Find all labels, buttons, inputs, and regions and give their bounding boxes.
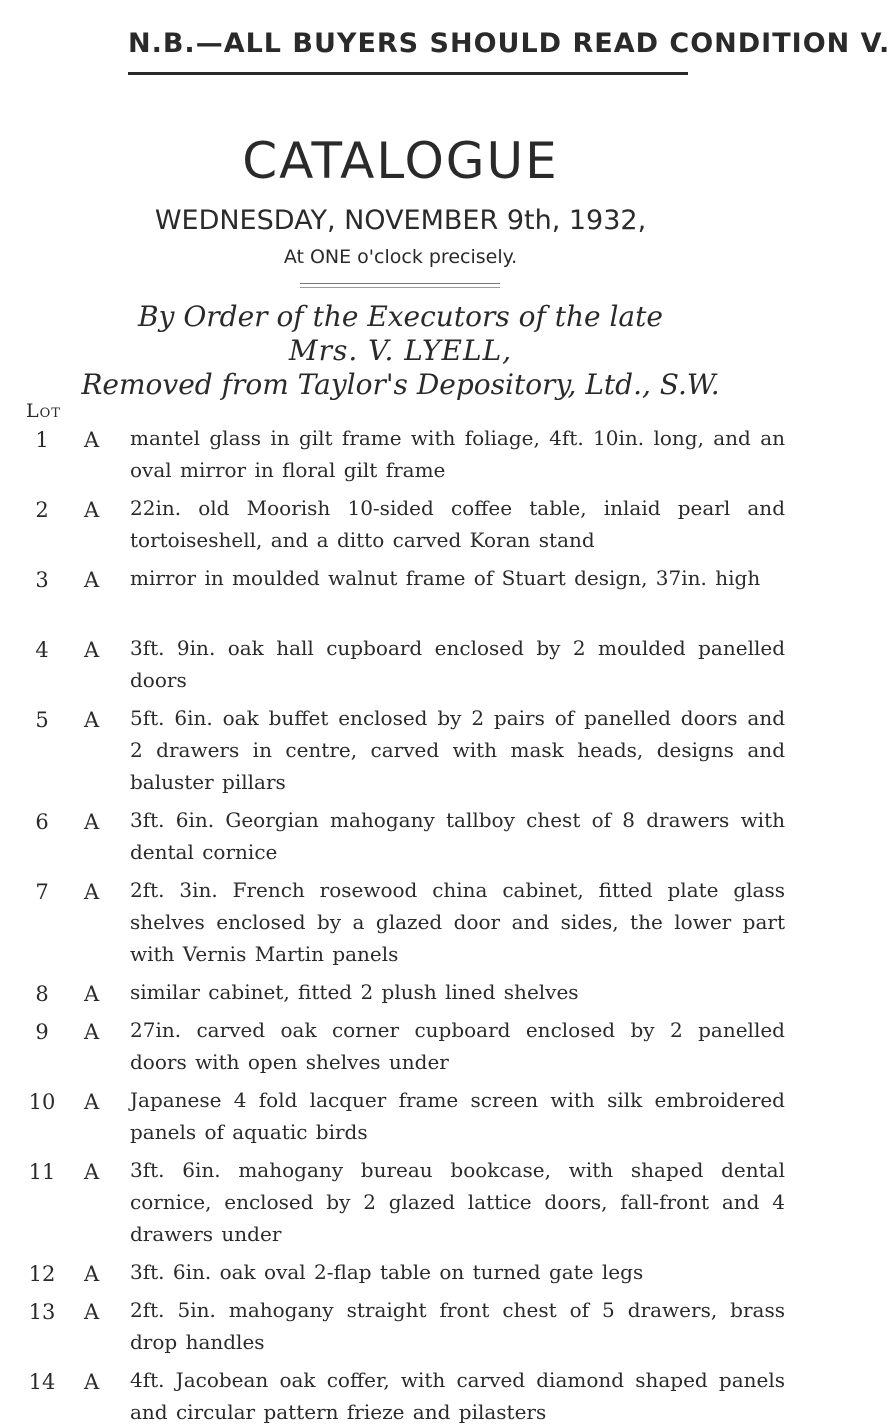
lot-column-header: Lot xyxy=(26,400,61,422)
lot-article: A xyxy=(84,498,100,522)
order-line-executors: By Order of the Executors of the late xyxy=(138,300,663,333)
lot-article: A xyxy=(84,1020,100,1044)
lot-number: 2 xyxy=(35,498,49,522)
lot-description: 27in. carved oak corner cupboard enclosed by 2 panelled doors with open shelves under xyxy=(130,1018,785,1074)
lot-description: 3ft. 6in. Georgian mahogany tallboy chest of 8 drawers with dental cornice xyxy=(130,808,785,864)
lot-article: A xyxy=(84,708,100,732)
lot-number: 6 xyxy=(35,810,49,834)
lot-article: A xyxy=(84,428,100,452)
sale-time: At ONE o'clock precisely. xyxy=(283,246,518,268)
sale-date: WEDNESDAY, NOVEMBER 9th, 1932, xyxy=(154,205,647,236)
lot-article: A xyxy=(84,638,100,662)
lot-number: 7 xyxy=(35,880,49,904)
lot-description: mantel glass in gilt frame with foliage, 4ft. 10in. long, and an oval mirror in floral gilt frame xyxy=(130,426,785,482)
order-line-name: Mrs. V. LYELL, xyxy=(288,334,513,367)
lot-description: similar cabinet, fitted 2 plush lined shelves xyxy=(130,980,579,1004)
divider-rule xyxy=(300,283,500,284)
lot-description: 3ft. 9in. oak hall cupboard enclosed by 2 moulded panelled doors xyxy=(130,636,785,692)
lot-number: 10 xyxy=(28,1090,56,1114)
lot-description: Japanese 4 fold lacquer frame screen with silk embroidered panels of aquatic birds xyxy=(130,1088,785,1144)
lot-description: 3ft. 6in. mahogany bureau bookcase, with shaped dental cornice, enclosed by 2 glazed lattice doors, fall-front and 4 drawers under xyxy=(130,1158,785,1246)
condition-notice: N.B.—ALL BUYERS SHOULD READ CONDITION V. xyxy=(128,28,890,59)
lot-number: 4 xyxy=(35,638,49,662)
lot-article: A xyxy=(84,568,100,592)
lot-article: A xyxy=(84,982,100,1006)
lot-article: A xyxy=(84,1262,100,1286)
notice-underline xyxy=(128,72,688,75)
lot-number: 1 xyxy=(35,428,49,452)
lot-description: 2ft. 3in. French rosewood china cabinet, fitted plate glass shelves enclosed by a glazed door and sides, the lower part with Vernis Martin panels xyxy=(130,878,785,966)
lot-number: 8 xyxy=(35,982,49,1006)
lot-number: 13 xyxy=(28,1300,56,1324)
lot-article: A xyxy=(84,1090,100,1114)
lot-number: 3 xyxy=(35,568,49,592)
lot-article: A xyxy=(84,880,100,904)
lot-article: A xyxy=(84,810,100,834)
lot-number: 5 xyxy=(35,708,49,732)
lot-article: A xyxy=(84,1300,100,1324)
lot-description: mirror in moulded walnut frame of Stuart design, 37in. high xyxy=(130,566,761,590)
lot-article: A xyxy=(84,1160,100,1184)
lot-number: 12 xyxy=(28,1262,56,1286)
lot-description: 4ft. Jacobean oak coffer, with carved diamond shaped panels and circular pattern frieze and pilasters xyxy=(130,1368,785,1424)
lot-description: 5ft. 6in. oak buffet enclosed by 2 pairs of panelled doors and 2 drawers in centre, carved with mask heads, designs and baluster pillars xyxy=(130,706,785,794)
lot-number: 14 xyxy=(28,1370,56,1394)
lot-number: 11 xyxy=(28,1160,56,1184)
lot-description: 3ft. 6in. oak oval 2-flap table on turned gate legs xyxy=(130,1260,644,1284)
lot-number: 9 xyxy=(35,1020,49,1044)
removed-from-line: Removed from Taylor's Depository, Ltd., S.W. xyxy=(81,368,720,401)
lot-article: A xyxy=(84,1370,100,1394)
catalogue-title: CATALOGUE xyxy=(242,132,559,190)
lot-description: 2ft. 5in. mahogany straight front chest of 5 drawers, brass drop handles xyxy=(130,1298,785,1354)
lot-description: 22in. old Moorish 10-sided coffee table, inlaid pearl and tortoiseshell, and a ditto carved Koran stand xyxy=(130,496,785,552)
divider-rule-secondary xyxy=(300,287,500,288)
